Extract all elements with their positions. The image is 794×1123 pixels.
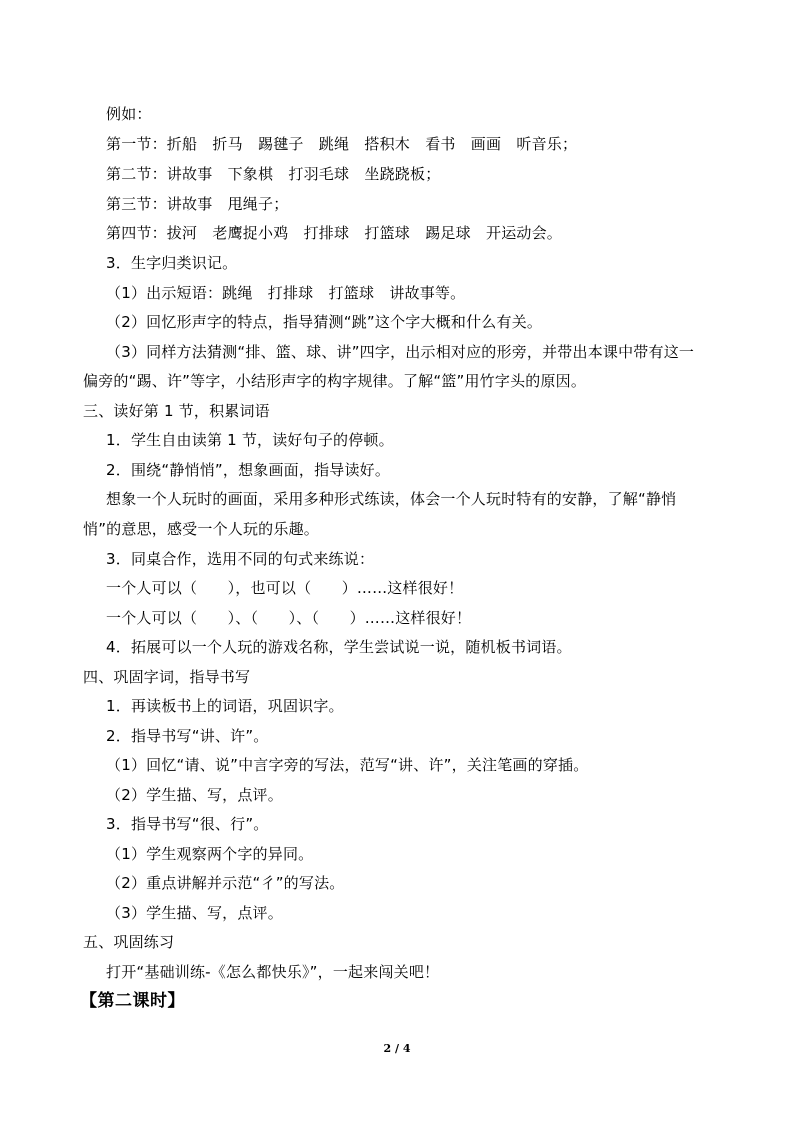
text-line-section-3: 第三节：讲故事 甩绳子； <box>106 195 289 213</box>
text-line-p4-sub-4: （2）重点讲解并示范“彳”的写法。 <box>106 874 345 892</box>
text-line-p4-item-3: 3．指导书写“很、行”。 <box>106 815 269 833</box>
text-line-p3-item-1: 1．学生自由读第 1 节，读好句子的停顿。 <box>106 431 394 449</box>
text-line-section-1: 第一节：折船 折马 踢毽子 跳绳 搭积木 看书 画画 听音乐； <box>106 135 578 153</box>
text-line-section-2: 第二节：讲故事 下象棋 打羽毛球 坐跷跷板； <box>106 165 441 183</box>
text-line-example-intro: 例如： <box>106 105 152 123</box>
text-line-p3-item-3: 3．同桌合作，选用不同的句式来练说： <box>106 550 375 568</box>
page-number: 2 / 4 <box>383 1042 411 1055</box>
text-line-p4-item-1: 1．再读板书上的词语，巩固识字。 <box>106 697 344 715</box>
text-line-p4-sub-2: （2）学生描、写，点评。 <box>106 786 283 804</box>
text-line-p3-para: 想象一个人玩时的画面，采用多种形式练读，体会一个人玩时特有的安静，了解“静悄 <box>106 490 677 508</box>
heading-part-3: 三、读好第 1 节，积累词语 <box>83 402 270 420</box>
heading-part-5: 五、巩固练习 <box>83 933 175 951</box>
text-line-p4-sub-5: （3）学生描、写，点评。 <box>106 904 283 922</box>
text-line-p4-item-2: 2．指导书写“讲、许”。 <box>106 727 269 745</box>
text-line-sub-3-cont: 偏旁的“踢、许”等字，小结形声字的构字规律。了解“篮”用竹字头的原因。 <box>83 372 587 390</box>
text-line-p4-sub-3: （1）学生观察两个字的异同。 <box>106 845 314 863</box>
text-line-section-4: 第四节：拔河 老鹰捉小鸡 打排球 打篮球 踢足球 开运动会。 <box>106 224 563 242</box>
text-line-p3-para-cont: 悄”的意思，感受一个人玩的乐趣。 <box>83 520 319 538</box>
text-line-item-3: 3．生字归类识记。 <box>106 254 238 272</box>
text-line-sub-1: （1）出示短语：跳绳 打排球 打篮球 讲故事等。 <box>106 284 466 302</box>
text-line-p3-item-2: 2．围绕“静悄悄”，想象画面，指导读好。 <box>106 461 391 479</box>
text-line-sentence-pattern-1: 一个人可以（ ），也可以（ ）……这样很好！ <box>106 579 464 597</box>
heading-part-4: 四、巩固字词，指导书写 <box>83 668 251 686</box>
text-line-sub-2: （2）回忆形声字的特点，指导猜测“跳”这个字大概和什么有关。 <box>106 313 543 331</box>
text-line-p5-item: 打开“基础训练-《怎么都快乐》”，一起来闯关吧！ <box>106 963 440 981</box>
section-heading-second-lesson: 【第二课时】 <box>80 991 185 1011</box>
text-line-p3-item-4: 4．拓展可以一个人玩的游戏名称，学生尝试说一说，随机板书词语。 <box>106 638 572 656</box>
text-line-p4-sub-1: （1）回忆“请、说”中言字旁的写法，范写“讲、许”，关注笔画的穿插。 <box>106 756 589 774</box>
text-line-sub-3: （3）同样方法猜测“排、篮、球、讲”四字，出示相对应的形旁，并带出本课中带有这一 <box>106 343 695 361</box>
text-line-sentence-pattern-2: 一个人可以（ ）、（ ）、（ ）……这样很好！ <box>106 609 472 627</box>
